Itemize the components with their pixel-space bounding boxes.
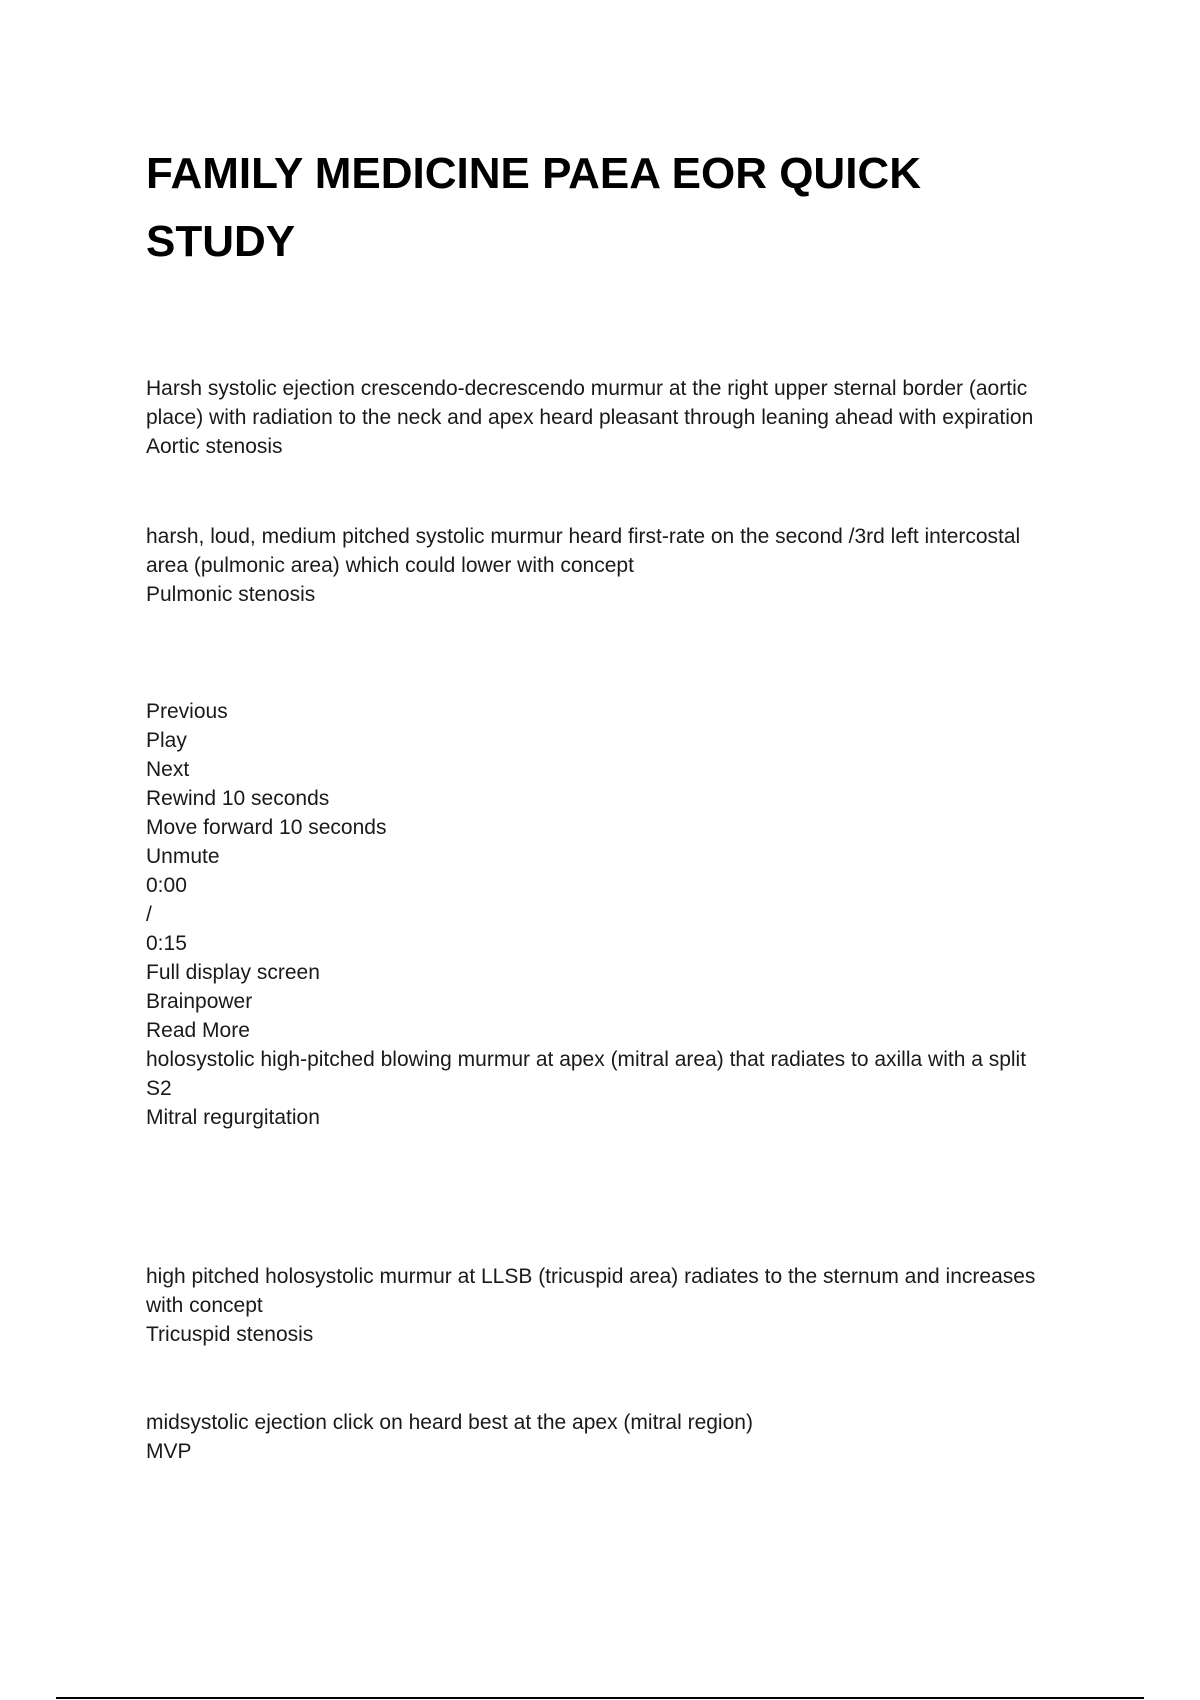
flashcard-question-line: area (pulmonic area) which could lower with concept [146,554,634,577]
previous-button[interactable]: Previous [146,700,228,723]
flashcard-aortic-stenosis [146,374,1096,461]
next-button[interactable]: Next [146,758,190,781]
read-more-link[interactable]: Read More [146,1019,250,1042]
title-line-1: FAMILY MEDICINE PAEA EOR QUICK [146,149,921,198]
flashcard-question-line: midsystolic ejection click on heard best at the apex (mitral region) [146,1411,753,1434]
title-line-2: STUDY [146,217,296,266]
flashcard-tricuspid-stenosis [146,1262,1096,1349]
flashcard-question-line: Harsh systolic ejection crescendo-decrescendo murmur at the right upper sternal border (aortic [146,377,1028,400]
flashcard-question-line: with concept [146,1294,263,1317]
flashcard-question-line: place) with radiation to the neck and apex heard pleasant through leaning ahead with expiration [146,406,1034,429]
duration: 0:15 [146,932,187,955]
flashcard-answer: Tricuspid stenosis [146,1323,314,1346]
flashcard-answer: Mitral regurgitation [146,1106,320,1129]
flashcard-pulmonic-stenosis [146,522,1096,609]
document-title [146,140,1046,276]
unmute-button[interactable]: Unmute [146,845,220,868]
flashcard-question-line: high pitched holosystolic murmur at LLSB (tricuspid area) radiates to the sternum and increases [146,1265,1036,1288]
current-time: 0:00 [146,874,187,897]
flashcard-answer: Pulmonic stenosis [146,583,316,606]
rewind-button[interactable]: Rewind 10 seconds [146,787,330,810]
forward-button[interactable]: Move forward 10 seconds [146,816,387,839]
play-button[interactable]: Play [146,729,187,752]
flashcard-question-line: S2 [146,1077,172,1100]
flashcard-question-line: harsh, loud, medium pitched systolic murmur heard first-rate on the second /3rd left intercostal [146,525,1021,548]
footer-divider [56,1697,1144,1699]
flashcard-answer: MVP [146,1440,192,1463]
media-player-controls [146,697,1096,1132]
brand-label: Brainpower [146,990,253,1013]
flashcard-question-line: holosystolic high-pitched blowing murmur at apex (mitral area) that radiates to axilla with a split [146,1048,1027,1071]
flashcard-mvp [146,1408,1096,1466]
fullscreen-button[interactable]: Full display screen [146,961,320,984]
flashcard-answer: Aortic stenosis [146,435,283,458]
time-separator: / [146,903,152,926]
